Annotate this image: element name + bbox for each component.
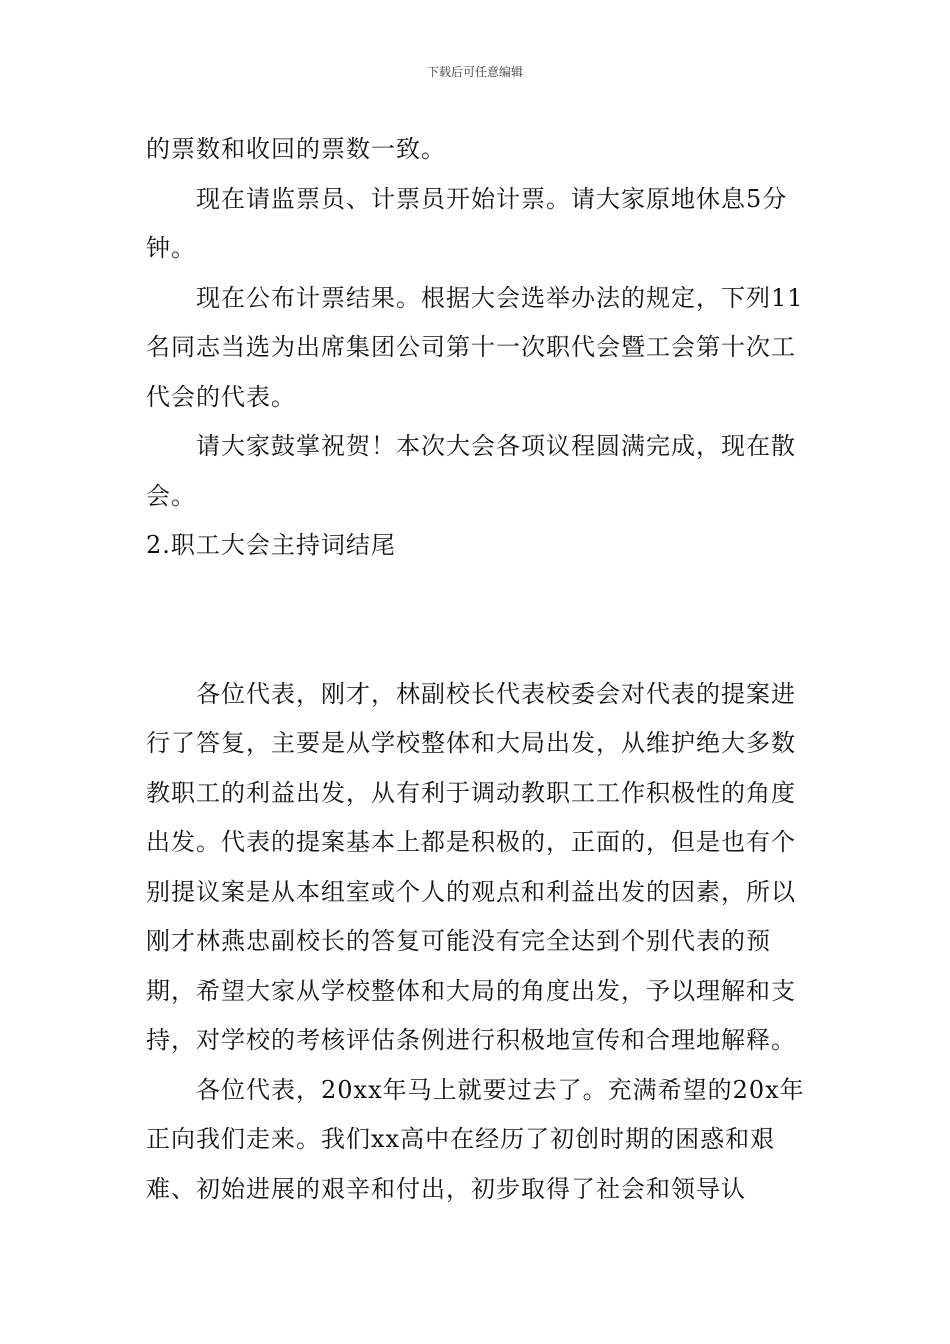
paragraph-proposal-reply: 各位代表，刚才，林副校长代表校委会对代表的提案进行了答复，主要是从学校整体和大局出发，从维护绝大多数教职工的利益出发，从有利于调动教职工工作积极性的角度出发。代表的提案基本上都是积极的，正面的，但是也有个别提议案是从本组室或个人的观点和利益出发的因素，所以刚才林燕忠副校长的答复可能没有完全达到个别代表的预期，希望大家从学校整体和大局的角度出发，予以理解和支持，对学校的考核评估条例进行积极地宣传和合理地解释。 <box>146 679 796 1054</box>
paragraph-adjourn: 请大家鼓掌祝贺！本次大会各项议程圆满完成，现在散会。 <box>146 432 796 510</box>
page-header-note: 下载后可任意编辑 <box>426 65 523 79</box>
section-spacer <box>146 571 810 670</box>
paragraph-vote-count: 的票数和收回的票数一致。 <box>146 135 446 163</box>
paragraph-start-counting: 现在请监票员、计票员开始计票。请大家原地休息5分钟。 <box>146 184 788 262</box>
document-body <box>146 125 810 1214</box>
paragraph-year-review: 各位代表，20xx年马上就要过去了。充满希望的20x年正向我们走来。我们xx高中在经历了初创时期的困惑和艰难、初始进展的艰辛和付出，初步取得了社会和领导认 <box>146 1075 805 1203</box>
section-heading: 2.职工大会主持词结尾 <box>146 531 396 559</box>
paragraph-announce-results: 现在公布计票结果。根据大会选举办法的规定，下列11名同志当选为出席集团公司第十一次职代会暨工会第十次工代会的代表。 <box>146 283 804 411</box>
